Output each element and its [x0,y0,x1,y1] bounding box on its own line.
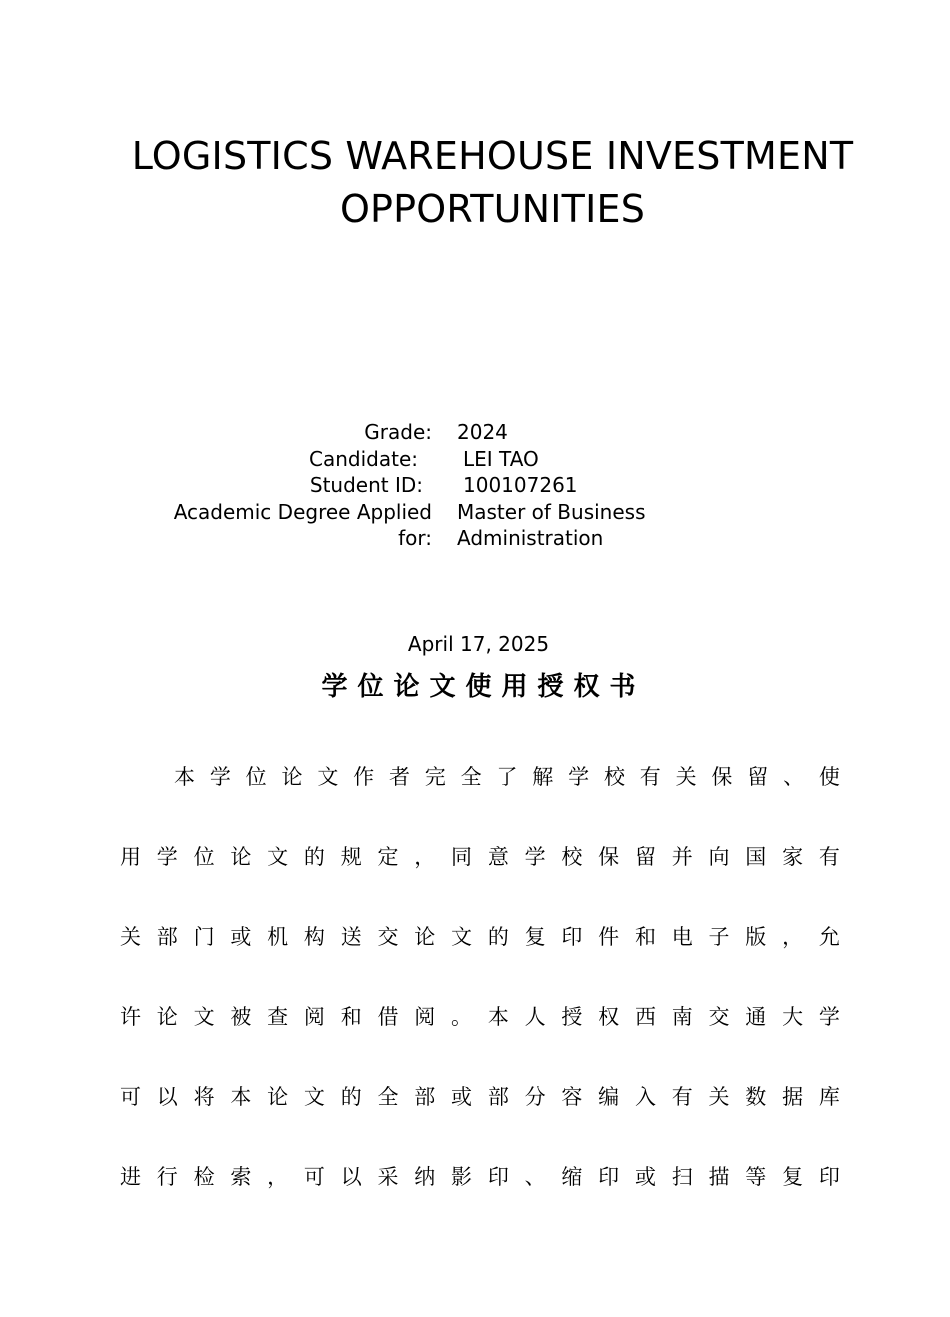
authorization-glyph: 文 [267,845,289,869]
authorization-glyph: 全 [460,765,482,789]
authorization-glyph: 被 [230,1005,252,1029]
authorization-glyph: 和 [634,925,656,949]
authorization-glyph: 文 [451,925,473,949]
authorization-glyph: 本 [487,1005,509,1029]
authorization-glyph: 或 [230,925,252,949]
authorization-glyph: 大 [782,1005,804,1029]
authorization-line [120,1158,840,1238]
authorization-glyph: 数 [745,1085,767,1109]
authorization-glyph: 人 [524,1005,546,1029]
authorization-glyph: 采 [377,1165,399,1189]
authorization-glyph: ， [414,845,436,869]
authorization-glyph: 关 [708,1085,730,1109]
authorization-glyph: 影 [451,1165,473,1189]
authorization-glyph: 有 [671,1085,693,1109]
authorization-glyph: 有 [639,765,661,789]
authorization-glyph: 将 [193,1085,215,1109]
authorization-glyph: 构 [303,925,325,949]
authorization-glyph: 保 [711,765,733,789]
authorization-glyph: 国 [745,845,767,869]
submission-date: April 17, 2025 [407,632,550,656]
authorization-glyph: 向 [708,845,730,869]
authorization-glyph: 通 [745,1005,767,1029]
authorization-glyph: 以 [340,1165,362,1189]
authorization-glyph: ， [782,925,804,949]
authorization-glyph: 保 [598,845,620,869]
authorization-glyph: 作 [353,765,375,789]
authorization-glyph: 了 [496,765,518,789]
info-row-candidate [150,446,683,473]
grade-value: 2024 [457,420,508,444]
authorization-line [120,838,840,918]
authorization-glyph: 印 [487,1165,509,1189]
authorization-glyph: 可 [303,1165,325,1189]
authorization-glyph: 。 [451,1005,473,1029]
authorization-glyph: 有 [818,845,840,869]
degree-label: Academic Degree Applied for: [173,499,432,550]
authorization-body [120,758,840,1238]
authorization-glyph: 可 [120,1085,141,1109]
authorization-glyph: 或 [634,1165,656,1189]
info-row-degree [150,499,683,552]
student-id-value: 100107261 [463,473,578,497]
authorization-glyph: 意 [487,845,509,869]
authorization-glyph: 复 [524,925,546,949]
authorization-glyph: 论 [156,1005,178,1029]
authorization-glyph: 留 [634,845,656,869]
authorization-glyph: 、 [524,1165,546,1189]
info-row-student-id [150,472,683,499]
authorization-glyph: 部 [156,925,178,949]
authorization-glyph: 解 [532,765,554,789]
authorization-glyph: 借 [377,1005,399,1029]
authorization-glyph: 的 [487,925,509,949]
student-id-label: Student ID: [309,473,423,497]
authorization-glyph: 的 [340,1085,362,1109]
authorization-glyph: 入 [634,1085,656,1109]
authorization-glyph: 文 [193,1005,215,1029]
authorization-glyph: 论 [281,765,303,789]
authorization-glyph: 编 [598,1085,620,1109]
authorization-glyph: 部 [414,1085,436,1109]
authorization-glyph: 阅 [303,1005,325,1029]
authorization-glyph: 权 [598,1005,620,1029]
authorization-glyph: 电 [671,925,693,949]
authorization-glyph: 学 [818,1005,840,1029]
degree-value: Master of Business Administration [457,499,646,550]
authorization-glyph: 者 [388,765,410,789]
authorization-glyph: 学 [209,765,231,789]
authorization-title: 学位论文使用授权书 [321,672,646,702]
authorization-glyph: 索 [230,1165,252,1189]
thesis-title: LOGISTICS WAREHOUSE INVESTMENT OPPORTUNITIES [131,134,854,231]
authorization-glyph: 印 [598,1165,620,1189]
authorization-glyph: 允 [818,925,840,949]
authorization-glyph: 、 [783,765,805,789]
authorization-glyph: 送 [340,925,362,949]
authorization-line [120,1078,840,1158]
authorization-glyph: 或 [451,1085,473,1109]
authorization-glyph: 和 [340,1005,362,1029]
authorization-glyph: 关 [675,765,697,789]
authorization-glyph: 分 [524,1085,546,1109]
authorization-glyph: 留 [747,765,769,789]
authorization-glyph: 交 [708,1005,730,1029]
authorization-glyph: 并 [671,845,693,869]
authorization-glyph: 使 [818,765,840,789]
authorization-glyph: 南 [671,1005,693,1029]
authorization-glyph: 机 [267,925,289,949]
authorization-glyph: 的 [303,845,325,869]
authorization-line [120,758,840,838]
authorization-glyph: 复 [782,1165,804,1189]
authorization-glyph: 定 [377,845,399,869]
authorization-glyph: 等 [745,1165,767,1189]
authorization-line [120,998,840,1078]
candidate-value: LEI TAO [463,446,539,471]
authorization-glyph: 完 [424,765,446,789]
authorization-glyph: 纳 [414,1165,436,1189]
authorization-line [120,918,840,998]
authorization-glyph: 本 [230,1085,252,1109]
authorization-glyph: ， [267,1165,289,1189]
authorization-glyph: 位 [245,765,267,789]
authorization-glyph: 印 [818,1165,840,1189]
authorization-glyph: 印 [561,925,583,949]
authorization-glyph: 缩 [561,1165,583,1189]
candidate-label: Candidate: [309,446,418,471]
authorization-glyph: 检 [193,1165,215,1189]
authorization-glyph: 关 [120,925,141,949]
authorization-glyph: 校 [603,765,625,789]
authorization-glyph: 同 [451,845,473,869]
candidate-info-table [150,419,683,552]
authorization-glyph: 阅 [414,1005,436,1029]
authorization-glyph: 授 [561,1005,583,1029]
authorization-glyph: 学 [524,845,546,869]
authorization-glyph: 文 [317,765,339,789]
authorization-glyph: 行 [156,1165,178,1189]
authorization-glyph: 件 [598,925,620,949]
authorization-glyph: 文 [303,1085,325,1109]
authorization-glyph: 查 [267,1005,289,1029]
authorization-glyph: 容 [561,1085,583,1109]
authorization-glyph: 论 [230,845,252,869]
authorization-glyph: 本 [174,765,195,789]
authorization-glyph: 全 [377,1085,399,1109]
authorization-glyph: 用 [120,845,141,869]
authorization-glyph: 进 [120,1165,141,1189]
info-row-grade [150,419,683,446]
authorization-glyph: 论 [414,925,436,949]
authorization-glyph: 位 [193,845,215,869]
authorization-glyph: 库 [818,1085,840,1109]
authorization-glyph: 部 [487,1085,509,1109]
authorization-glyph: 据 [782,1085,804,1109]
authorization-glyph: 学 [156,845,178,869]
authorization-glyph: 子 [708,925,730,949]
authorization-glyph: 版 [745,925,767,949]
authorization-glyph: 交 [377,925,399,949]
authorization-glyph: 以 [156,1085,178,1109]
authorization-glyph: 门 [193,925,215,949]
authorization-glyph: 描 [708,1165,730,1189]
authorization-glyph: 扫 [671,1165,693,1189]
authorization-glyph: 论 [267,1085,289,1109]
grade-label: Grade: [364,420,432,444]
authorization-glyph: 校 [561,845,583,869]
authorization-glyph: 许 [120,1005,141,1029]
authorization-glyph: 西 [634,1005,656,1029]
authorization-glyph: 学 [568,765,590,789]
authorization-glyph: 规 [340,845,362,869]
authorization-glyph: 家 [782,845,804,869]
